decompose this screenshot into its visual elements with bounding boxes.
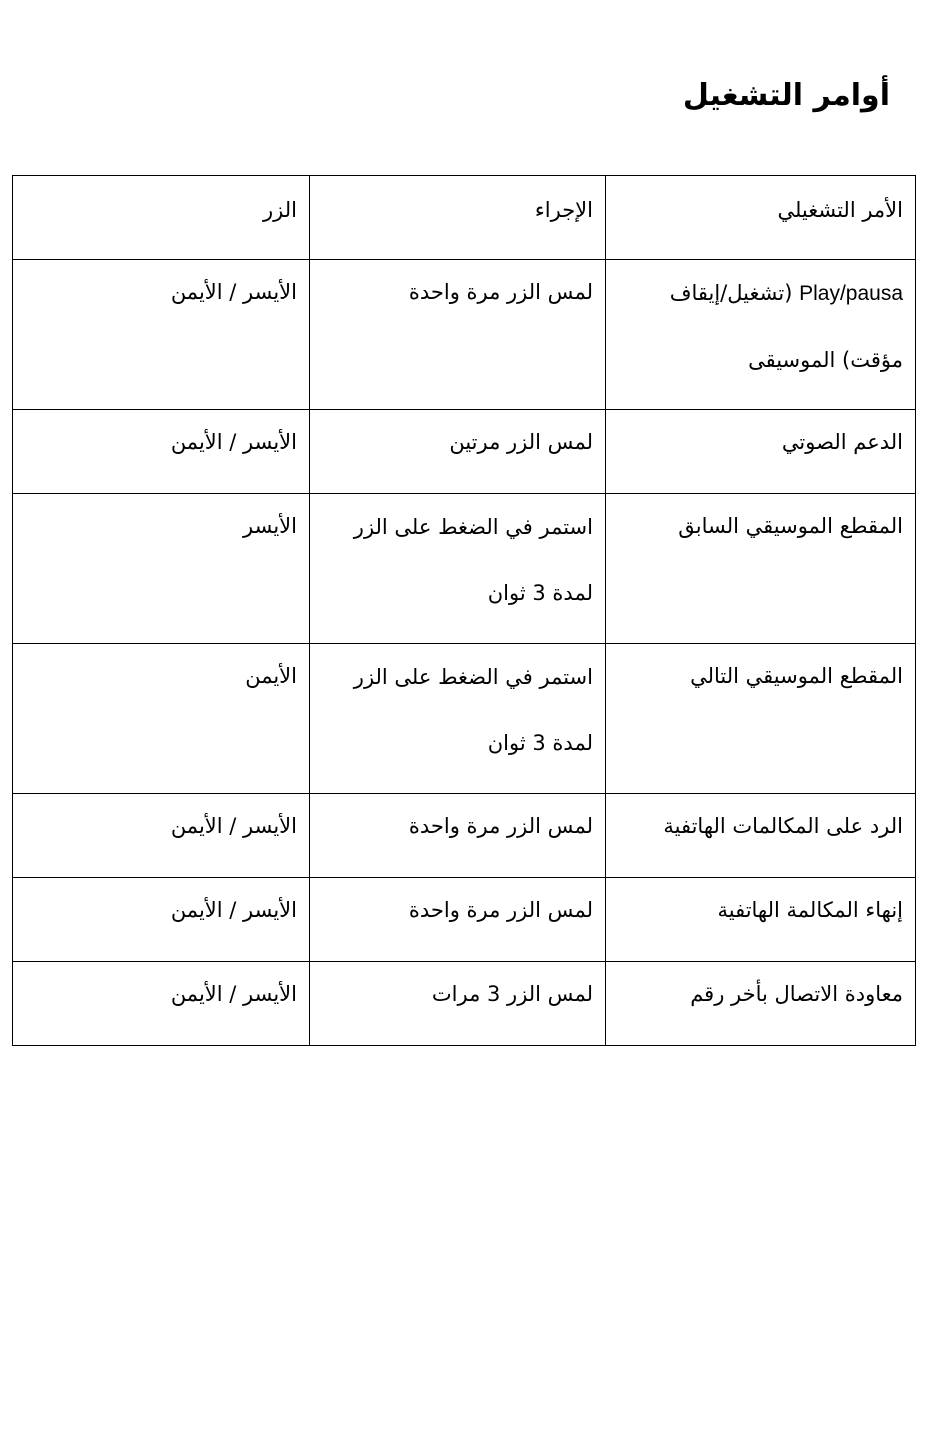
cell-button: الأيسر / الأيمن: [13, 260, 310, 410]
page-title: أوامر التشغيل: [682, 78, 890, 113]
cell-button: الأيسر / الأيمن: [13, 410, 310, 494]
cell-button: الأيسر / الأيمن: [13, 794, 310, 878]
header-action: الإجراء: [310, 176, 606, 260]
cell-action: لمس الزر مرتين: [310, 410, 606, 494]
cell-action: استمر في الضغط على الزر لمدة 3 ثوان: [310, 644, 606, 794]
cell-button: الأيسر / الأيمن: [13, 878, 310, 962]
cell-button: الأيمن: [13, 644, 310, 794]
table-row: [13, 644, 916, 794]
cell-action: لمس الزر مرة واحدة: [310, 878, 606, 962]
table-row: [13, 494, 916, 644]
cell-command: [606, 260, 916, 410]
commands-table: [12, 175, 916, 1046]
cell-command: معاودة الاتصال بأخر رقم: [606, 962, 916, 1046]
table-row: [13, 794, 916, 878]
header-command: الأمر التشغيلي: [606, 176, 916, 260]
cell-command-latin: Play/pausa: [799, 282, 903, 305]
header-button: الزر: [13, 176, 310, 260]
cell-action: استمر في الضغط على الزر لمدة 3 ثوان: [310, 494, 606, 644]
cell-action: لمس الزر مرة واحدة: [310, 260, 606, 410]
cell-button: الأيسر: [13, 494, 310, 644]
cell-action: لمس الزر مرة واحدة: [310, 794, 606, 878]
table-row: [13, 962, 916, 1046]
cell-command: إنهاء المكالمة الهاتفية: [606, 878, 916, 962]
table-row: [13, 260, 916, 410]
cell-action: لمس الزر 3 مرات: [310, 962, 606, 1046]
cell-command-text: (تشغيل/إيقاف مؤقت) الموسيقى: [669, 281, 903, 372]
table-header-row: [13, 176, 916, 260]
cell-button: الأيسر / الأيمن: [13, 962, 310, 1046]
cell-command: الدعم الصوتي: [606, 410, 916, 494]
cell-command: المقطع الموسيقي السابق: [606, 494, 916, 644]
cell-command: المقطع الموسيقي التالي: [606, 644, 916, 794]
table-row: [13, 878, 916, 962]
table-row: [13, 410, 916, 494]
cell-command: الرد على المكالمات الهاتفية: [606, 794, 916, 878]
